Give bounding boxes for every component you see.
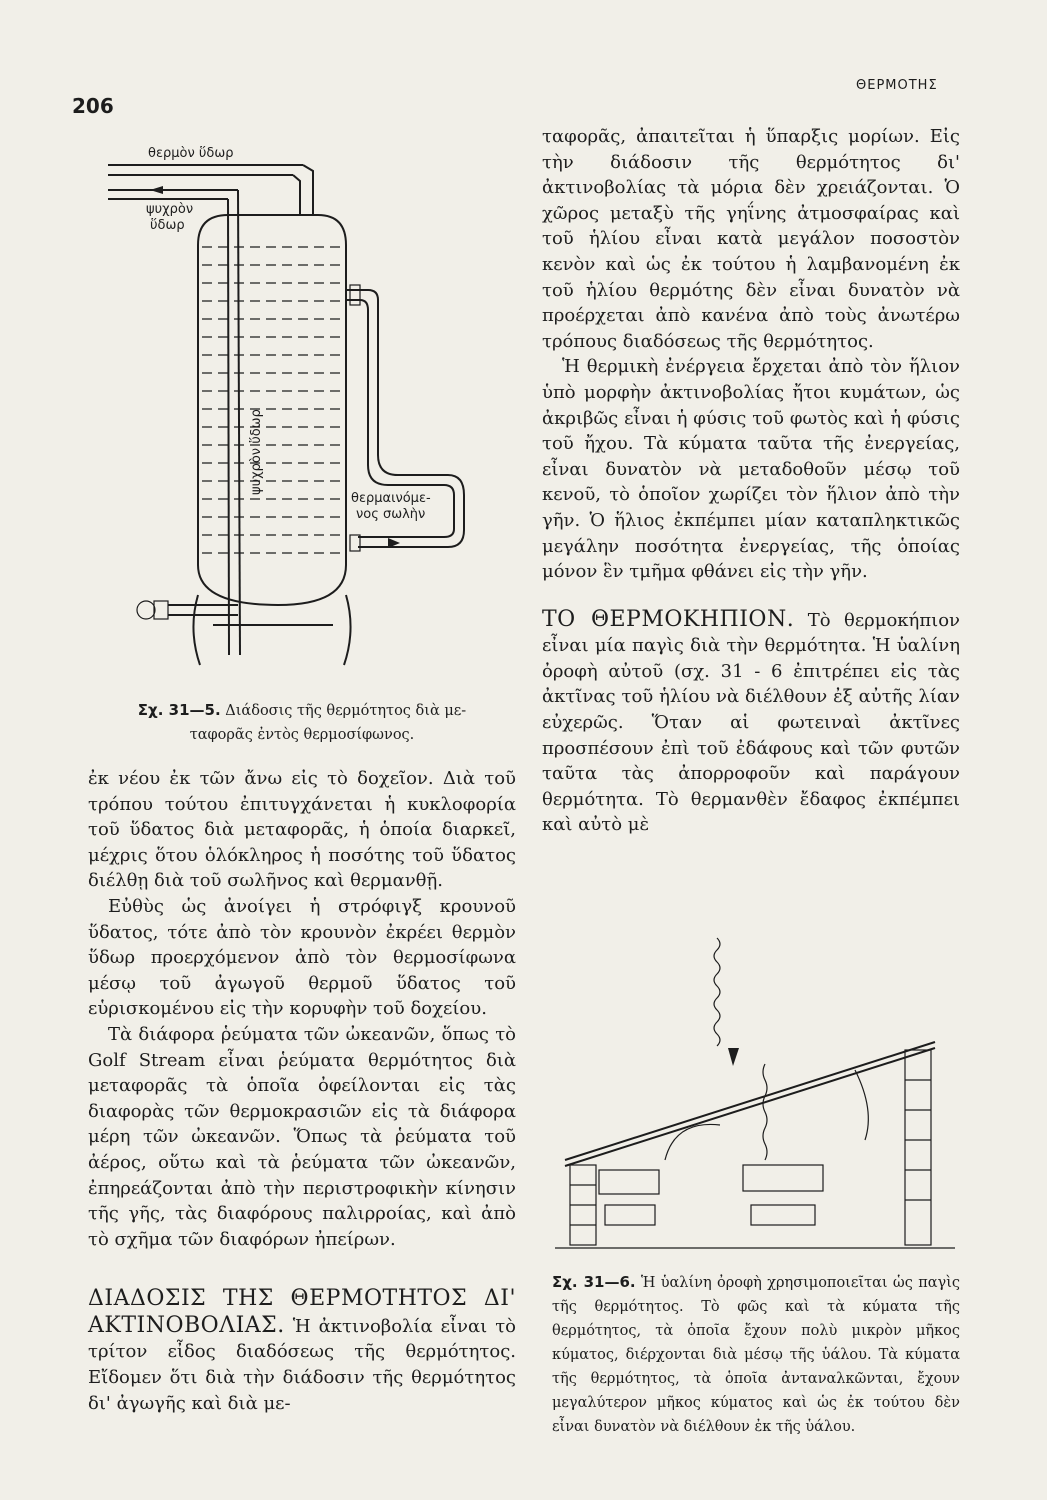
figure-2-caption [552, 1270, 960, 1439]
section-text-radiation: Ἡ ἀκτινοβολία εἶναι τὸ τρίτον εἶδος διαδόσεως τῆς θερμότητος. Εἴδομεν ὅτι διὰ τὴν διάδοσιν τῆς θερμότητος δι' ἀγωγῆς καὶ διὰ με- [88, 1315, 516, 1414]
left-paragraph-2: Εὐθὺς ὡς ἀνοίγει ἡ στρόφιγξ κρουνοῦ ὕδατος, τότε ἀπὸ τὸν κρουνὸν ἐκρέει θερμὸν ὕδωρ προερχόμενον ἀπὸ τὸν θερμοσίφωνα μέσῳ τοῦ ἀγωγοῦ θερμοῦ ὕδατος τοῦ εὑρισκομένου εἰς τὴν κορυφὴν τοῦ δοχείου. [88, 895, 516, 1020]
right-paragraph-2: Ἡ θερμικὴ ἐνέργεια ἔρχεται ἀπὸ τὸν ἥλιον ὑπὸ μορφὴν ἀκτινοβολίας ἤτοι κυμάτων, ὡς ἀκριβῶς εἶναι ἡ φύσις τοῦ φωτὸς καὶ ἡ φύσις τοῦ ἤχου. Τὰ κύματα ταῦτα τῆς ἐνεργείας, εἶναι δυνατὸν νὰ μεταδοθοῦν μέσῳ τοῦ κενοῦ, τὸ ὁποῖον χωρίζει τὸν ἥλιον ἀπὸ τὴν γῆν. Ὁ ἥλιος ἐκπέμπει μίαν καταπληκτικῶς μεγάλην ποσότητα ἐνεργείας, τῆς ὁποίας μόνον ἓν τμῆμα φθάνει εἰς τὴν γῆν. [542, 356, 960, 583]
glass-roof [565, 1042, 935, 1160]
water-tank [198, 215, 346, 605]
right-paragraph-1: ταφορᾶς, ἀπαιτεῖται ἡ ὕπαρξις μορίων. Εἰς τὴν διάδοσιν τῆς θερμότητος δι' ἀκτινοβολίας τὰ μόρια δὲν χρειάζονται. Ὁ χῶρος μεταξὺ τῆς γηΐνης ἀτμοσφαίρας καὶ τοῦ ἡλίου εἶναι κατὰ μεγάλον ποσοστὸν κενὸν καὶ ὡς ἐκ τούτου ἡ λαμβανομένη ἐκ τοῦ ἡλίου θερμότης δὲν εἶναι δυνατὸν νὰ προέρχεται ἀπὸ κανένα ἀπὸ τοὺς ἀνωτέρω τρόπους διαδόσεως τῆς θερμότητος. [542, 126, 960, 352]
figure-2-caption-text: Ἡ ὑαλίνη ὀροφὴ χρησιμοποιεῖται ὡς παγὶς τῆς θερμότητος. Τὸ φῶς καὶ τὰ κύματα τῆς θερμότητος, τὰ ὁποῖα ἔχουν πολὺ μικρὸν μῆκος κύματος, διέρχονται διὰ μέσῳ τῆς ὑάλου. Τὰ κύματα τῆς θερμότητος, τὰ ὁποῖα ἀνταναλκῶνται, ἔχουν μεγαλύτερον μῆκος κύματος καὶ ὡς ἐκ τούτου δὲν εἶναι δυνατὸν νὰ διέλθουν ἐκ τῆς ὑάλου. [552, 1275, 961, 1435]
plant-bed-center [743, 1165, 823, 1191]
thermosiphon-diagram [88, 135, 528, 695]
section-heading-greenhouse: ΤΟ ΘΕΡΜΟΚΗΠΙΟΝ. [542, 606, 795, 632]
right-wall [905, 1050, 931, 1245]
incoming-ray [714, 938, 720, 1046]
running-head: ΘΕΡΜΟΤΗΣ [856, 78, 938, 93]
label-cold-water-vertical: ψυχρὸν ὕδωρ [249, 409, 264, 495]
figure-1-caption-label: Σχ. 31—5. [137, 701, 221, 719]
figure-1-caption [88, 698, 516, 747]
label-heated-pipe-2: νος σωλὴν [356, 507, 426, 522]
reflected-wave [763, 1064, 767, 1160]
plant-bed-left [599, 1170, 659, 1194]
heat-arrow-left [665, 1124, 720, 1160]
label-hot-water: θερμὸν ὕδωρ [148, 146, 234, 161]
left-column [88, 766, 516, 1416]
left-paragraph-1: ἐκ νέου ἐκ τῶν ἄνω εἰς τὸ δοχεῖον. Διὰ τοῦ τρόπου τούτου ἐπιτυγχάνεται ἡ κυκλοφορία τοῦ ὕδατος διὰ μεταφορᾶς, ἡ ὁποία διαρκεῖ, μέχρις ὅτου ὁλόκληρος ἡ ποσότης τοῦ ὕδατος διέλθῃ διὰ τοῦ σωλῆνος καὶ θερμανθῇ. [88, 768, 516, 892]
right-column [542, 124, 960, 838]
page-number: 206 [72, 94, 114, 118]
left-paragraph-3: Τὰ διάφορα ῥεύματα τῶν ὠκεανῶν, ὅπως τὸ Golf Stream εἶναι ῥεύματα θερμότητος διὰ μεταφορᾶς τὰ ὁποῖα ὀφείλονται εἰς τὰς διαφορὰς τῶν θερμοκρασιῶν εἰς τὰ διάφορα μέρη τῶν ὠκεανῶν. Ὅπως τὰ ῥεύματα τοῦ ἀέρος, οὕτω καὶ τὰ ῥεύματα τῶν ὠκεανῶν, ἐπηρεάζονται ἀπὸ τὴν περιστροφικὴν κίνησιν τῆς γῆς, τὰς διαφόρους παλιρροίας, καὶ ἀπὸ τὸ σχῆμα τῶν διαφόρων ἠπείρων. [88, 1023, 516, 1250]
label-cold-water-2: ὕδωρ [150, 218, 185, 233]
label-cold-water-1: ψυχρὸν [146, 202, 194, 217]
section-heading-radiation: ΔΙΑΔΟΣΙΣ ΤΗΣ ΘΕΡΜΟΤΗΤΟΣ ΔΙ' ΑΚΤΙΝΟΒΟΛΙΑΣ. [88, 1286, 516, 1338]
greenhouse-diagram [555, 920, 955, 1265]
figure-1-caption-line-2: ταφορᾶς ἐντὸς θερμοσίφωνος. [189, 727, 415, 743]
section-text-greenhouse: Τὸ θερμοκήπιον εἶναι μία παγὶς διὰ τὴν θερμότητα. Ἡ ὑαλίνη ὀροφὴ αὐτοῦ (σχ. 31 - 6 ἐπιτρέπει εἰς τὰς ἀκτῖνας τοῦ ἡλίου νὰ διέλθουν ἐξ αὐτῆς λίαν εὐχερῶς. Ὅταν αἱ φωτειναὶ ἀκτῖνες προσπέσουν ἐπὶ τοῦ ἐδάφους καὶ τῶν φυτῶν ταῦτα τὰς ἀπορροφοῦν καὶ παράγουν θερμότητα. Τὸ θερμανθὲν ἔδαφος ἐκπέμπει καὶ αὐτὸ μὲ [542, 609, 960, 836]
figure-1-caption-line-1: Διάδοσις τῆς θερμότητος διὰ με- [225, 703, 467, 719]
label-heated-pipe-1: θερμαινόμε- [351, 491, 431, 506]
figure-2-caption-label: Σχ. 31—6. [552, 1273, 636, 1291]
heat-arrow-right [855, 1070, 868, 1140]
